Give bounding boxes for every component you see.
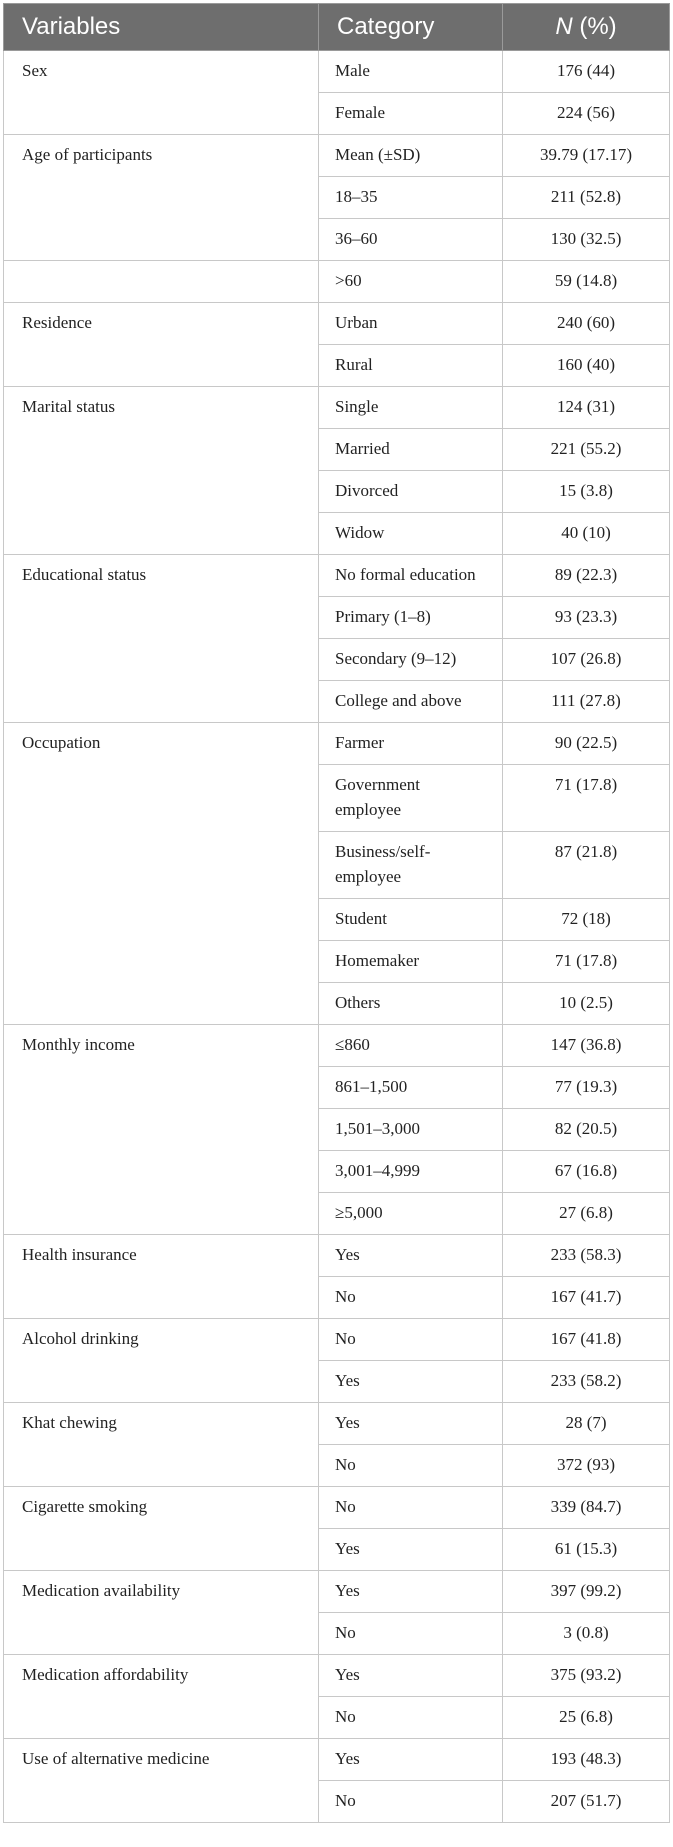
header-n: N bbox=[555, 13, 573, 40]
table-row bbox=[4, 1655, 670, 1697]
table-row bbox=[4, 261, 670, 303]
n-percent-cell: 211 (52.8) bbox=[503, 177, 670, 219]
category-cell: >60 bbox=[319, 261, 503, 303]
n-percent-cell: 89 (22.3) bbox=[503, 555, 670, 597]
header-variables: Variables bbox=[4, 4, 319, 51]
n-percent-cell: 3 (0.8) bbox=[503, 1613, 670, 1655]
variable-cell: Use of alternative medicine bbox=[4, 1739, 319, 1823]
n-percent-cell: 240 (60) bbox=[503, 303, 670, 345]
n-percent-cell: 59 (14.8) bbox=[503, 261, 670, 303]
category-cell: Government employee bbox=[319, 765, 503, 832]
variable-cell: Medication affordability bbox=[4, 1655, 319, 1739]
table-row bbox=[4, 303, 670, 345]
header-category: Category bbox=[319, 4, 503, 51]
category-cell: No bbox=[319, 1319, 503, 1361]
n-percent-cell: 39.79 (17.17) bbox=[503, 135, 670, 177]
n-percent-cell: 207 (51.7) bbox=[503, 1781, 670, 1823]
category-cell: Yes bbox=[319, 1235, 503, 1277]
n-percent-cell: 15 (3.8) bbox=[503, 471, 670, 513]
table-row bbox=[4, 51, 670, 93]
n-percent-cell: 25 (6.8) bbox=[503, 1697, 670, 1739]
n-percent-cell: 67 (16.8) bbox=[503, 1151, 670, 1193]
n-percent-cell: 93 (23.3) bbox=[503, 597, 670, 639]
n-percent-cell: 107 (26.8) bbox=[503, 639, 670, 681]
category-cell: ≤860 bbox=[319, 1025, 503, 1067]
category-cell: No bbox=[319, 1613, 503, 1655]
category-cell: Primary (1–8) bbox=[319, 597, 503, 639]
category-cell: Yes bbox=[319, 1739, 503, 1781]
table-row bbox=[4, 1319, 670, 1361]
variable-cell: Occupation bbox=[4, 723, 319, 1025]
n-percent-cell: 176 (44) bbox=[503, 51, 670, 93]
category-cell: Mean (±SD) bbox=[319, 135, 503, 177]
n-percent-cell: 397 (99.2) bbox=[503, 1571, 670, 1613]
category-cell: Yes bbox=[319, 1403, 503, 1445]
table-row bbox=[4, 1235, 670, 1277]
category-cell: 18–35 bbox=[319, 177, 503, 219]
category-cell: 861–1,500 bbox=[319, 1067, 503, 1109]
n-percent-cell: 28 (7) bbox=[503, 1403, 670, 1445]
n-percent-cell: 40 (10) bbox=[503, 513, 670, 555]
category-cell: Farmer bbox=[319, 723, 503, 765]
category-cell: 1,501–3,000 bbox=[319, 1109, 503, 1151]
n-percent-cell: 167 (41.7) bbox=[503, 1277, 670, 1319]
variable-cell: Sex bbox=[4, 51, 319, 135]
n-percent-cell: 71 (17.8) bbox=[503, 941, 670, 983]
variable-cell: Residence bbox=[4, 303, 319, 387]
n-percent-cell: 233 (58.2) bbox=[503, 1361, 670, 1403]
n-percent-cell: 72 (18) bbox=[503, 899, 670, 941]
category-cell: Rural bbox=[319, 345, 503, 387]
variable-cell: Khat chewing bbox=[4, 1403, 319, 1487]
category-cell: 36–60 bbox=[319, 219, 503, 261]
category-cell: Widow bbox=[319, 513, 503, 555]
n-percent-cell: 167 (41.8) bbox=[503, 1319, 670, 1361]
variable-cell bbox=[4, 261, 319, 303]
table-row bbox=[4, 1571, 670, 1613]
category-cell: 3,001–4,999 bbox=[319, 1151, 503, 1193]
category-cell: Married bbox=[319, 429, 503, 471]
category-cell: Yes bbox=[319, 1529, 503, 1571]
variable-cell: Age of participants bbox=[4, 135, 319, 261]
n-percent-cell: 71 (17.8) bbox=[503, 765, 670, 832]
category-cell: No bbox=[319, 1277, 503, 1319]
n-percent-cell: 111 (27.8) bbox=[503, 681, 670, 723]
n-percent-cell: 221 (55.2) bbox=[503, 429, 670, 471]
table-row bbox=[4, 555, 670, 597]
table-header bbox=[4, 4, 670, 51]
table-row bbox=[4, 135, 670, 177]
n-percent-cell: 147 (36.8) bbox=[503, 1025, 670, 1067]
n-percent-cell: 61 (15.3) bbox=[503, 1529, 670, 1571]
category-cell: Urban bbox=[319, 303, 503, 345]
category-cell: Others bbox=[319, 983, 503, 1025]
variable-cell: Marital status bbox=[4, 387, 319, 555]
category-cell: Female bbox=[319, 93, 503, 135]
category-cell: Divorced bbox=[319, 471, 503, 513]
category-cell: Yes bbox=[319, 1655, 503, 1697]
n-percent-cell: 27 (6.8) bbox=[503, 1193, 670, 1235]
variable-cell: Cigarette smoking bbox=[4, 1487, 319, 1571]
table-row bbox=[4, 1403, 670, 1445]
category-cell: No bbox=[319, 1697, 503, 1739]
header-row bbox=[4, 4, 670, 51]
n-percent-cell: 10 (2.5) bbox=[503, 983, 670, 1025]
header-n-percent bbox=[503, 4, 670, 51]
n-percent-cell: 375 (93.2) bbox=[503, 1655, 670, 1697]
n-percent-cell: 82 (20.5) bbox=[503, 1109, 670, 1151]
variable-cell: Medication availability bbox=[4, 1571, 319, 1655]
n-percent-cell: 124 (31) bbox=[503, 387, 670, 429]
category-cell: Business/self-employee bbox=[319, 832, 503, 899]
n-percent-cell: 77 (19.3) bbox=[503, 1067, 670, 1109]
n-percent-cell: 233 (58.3) bbox=[503, 1235, 670, 1277]
category-cell: Yes bbox=[319, 1571, 503, 1613]
table-row bbox=[4, 723, 670, 765]
category-cell: Homemaker bbox=[319, 941, 503, 983]
n-percent-cell: 130 (32.5) bbox=[503, 219, 670, 261]
table-body bbox=[4, 51, 670, 1823]
n-percent-cell: 224 (56) bbox=[503, 93, 670, 135]
n-percent-cell: 372 (93) bbox=[503, 1445, 670, 1487]
n-percent-cell: 193 (48.3) bbox=[503, 1739, 670, 1781]
category-cell: ≥5,000 bbox=[319, 1193, 503, 1235]
variable-cell: Monthly income bbox=[4, 1025, 319, 1235]
variable-cell: Alcohol drinking bbox=[4, 1319, 319, 1403]
table-row bbox=[4, 1487, 670, 1529]
table-row bbox=[4, 1025, 670, 1067]
category-cell: Secondary (9–12) bbox=[319, 639, 503, 681]
category-cell: No bbox=[319, 1445, 503, 1487]
table-row bbox=[4, 1739, 670, 1781]
category-cell: No formal education bbox=[319, 555, 503, 597]
variable-cell: Educational status bbox=[4, 555, 319, 723]
category-cell: Male bbox=[319, 51, 503, 93]
header-percent: (%) bbox=[572, 13, 617, 40]
category-cell: Yes bbox=[319, 1361, 503, 1403]
category-cell: No bbox=[319, 1487, 503, 1529]
category-cell: Student bbox=[319, 899, 503, 941]
participant-characteristics-table bbox=[3, 3, 670, 1823]
n-percent-cell: 87 (21.8) bbox=[503, 832, 670, 899]
category-cell: Single bbox=[319, 387, 503, 429]
variable-cell: Health insurance bbox=[4, 1235, 319, 1319]
n-percent-cell: 160 (40) bbox=[503, 345, 670, 387]
category-cell: No bbox=[319, 1781, 503, 1823]
table-row bbox=[4, 387, 670, 429]
n-percent-cell: 339 (84.7) bbox=[503, 1487, 670, 1529]
category-cell: College and above bbox=[319, 681, 503, 723]
n-percent-cell: 90 (22.5) bbox=[503, 723, 670, 765]
